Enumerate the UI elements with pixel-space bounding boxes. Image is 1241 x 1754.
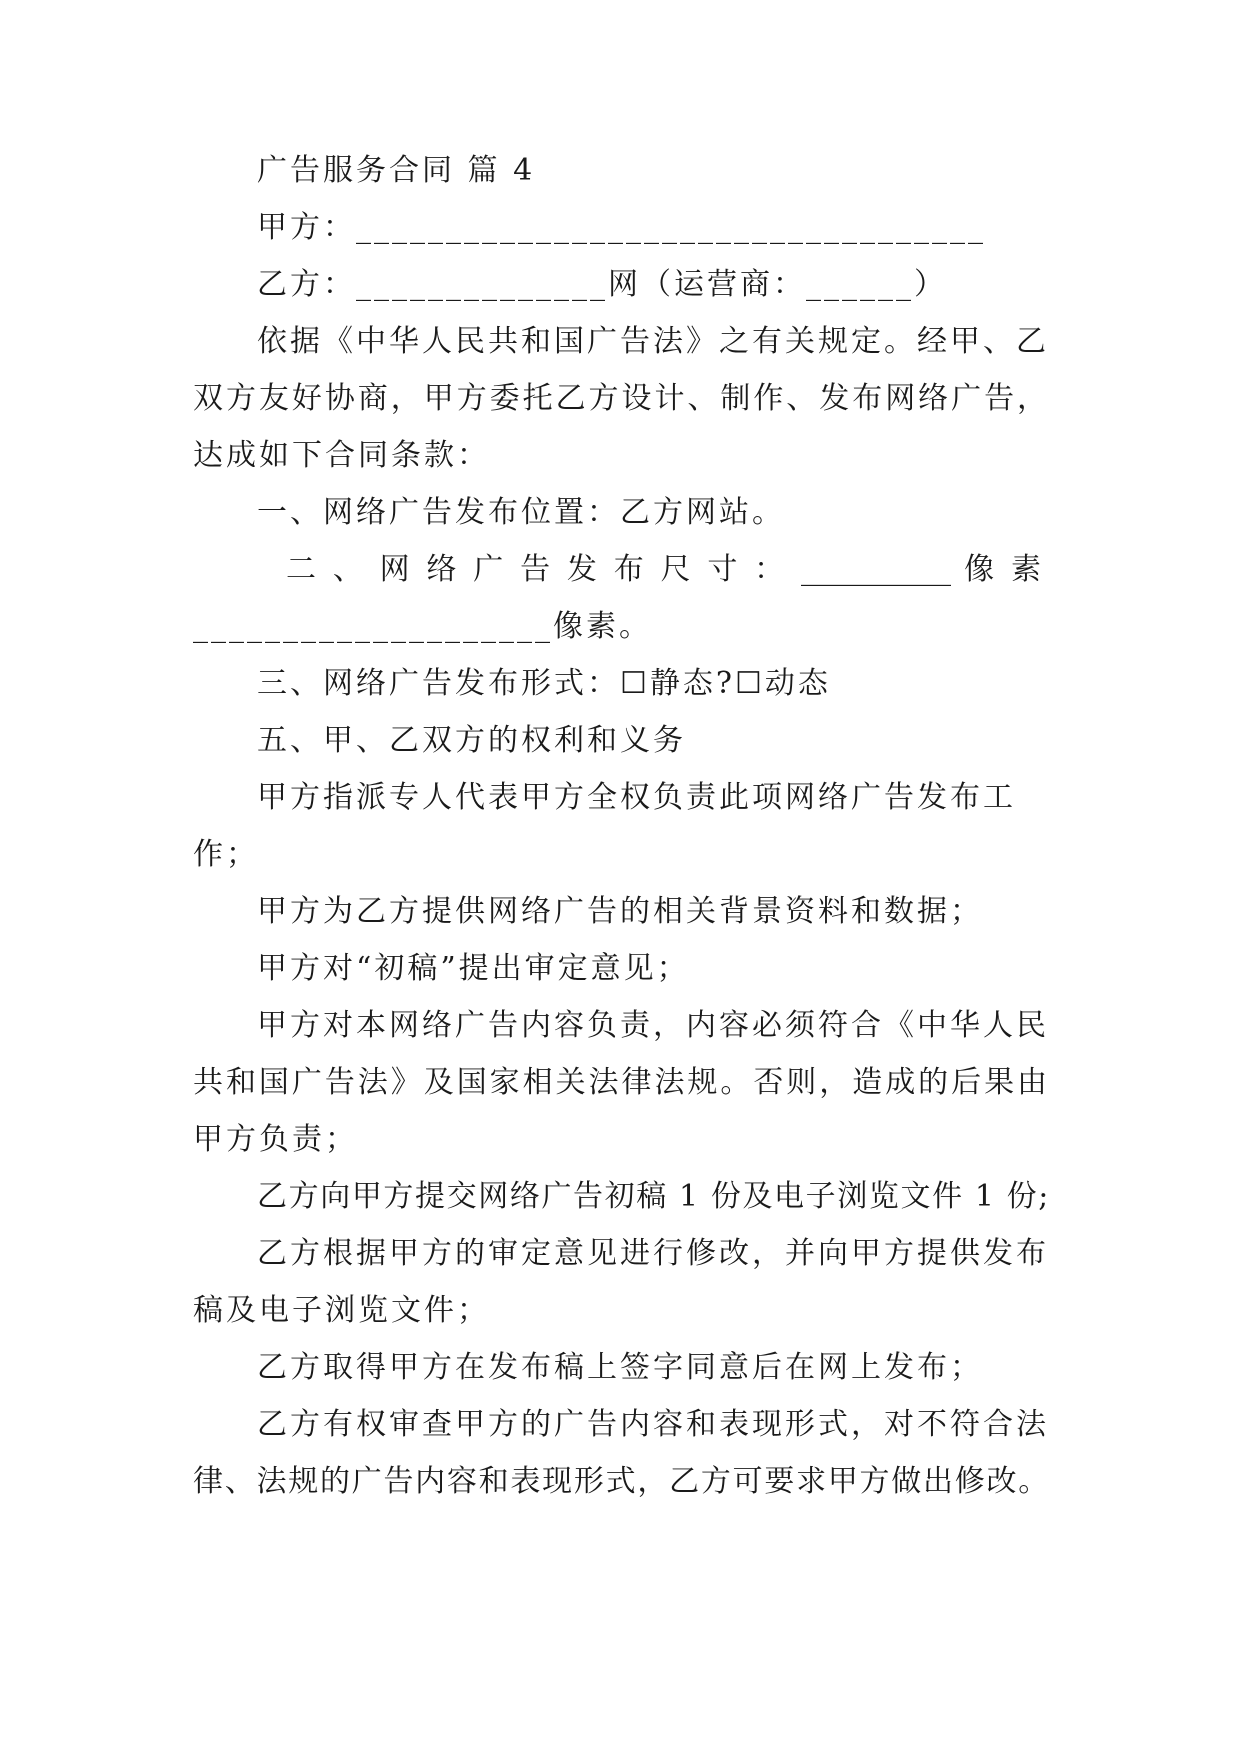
clause-3: 三、网络广告发布形式：☐静态?☐动态	[257, 666, 831, 701]
document-title: 广告服务合同 篇 4	[257, 153, 536, 188]
paragraph-line: 乙方向甲方提交网络广告初稿 1 份及电子浏览文件 1 份;	[257, 1179, 1050, 1214]
paragraph-line: 甲方负责；	[193, 1122, 358, 1157]
paragraph-line: 依据《中华人民共和国广告法》之有关规定。经甲、乙	[257, 324, 1049, 359]
party-b-line: 乙方：______________网（运营商：______）	[257, 267, 947, 302]
paragraph-line: 甲方指派专人代表甲方全权负责此项网络广告发布工	[257, 780, 1016, 815]
paragraph-line: 达成如下合同条款：	[193, 438, 490, 473]
paragraph-line: 作；	[193, 837, 259, 872]
party-a-line: 甲方：___________________________________	[257, 210, 986, 245]
clause-2-cont: ____________________像素。	[193, 609, 652, 644]
paragraph-line: 律、法规的广告内容和表现形式，乙方可要求甲方做出修改。	[193, 1464, 1050, 1499]
paragraph-line: 甲方为乙方提供网络广告的相关背景资料和数据；	[257, 894, 983, 929]
clause-5-heading: 五、甲、乙双方的权利和义务	[257, 723, 686, 758]
paragraph-line: 乙方取得甲方在发布稿上签字同意后在网上发布；	[257, 1350, 983, 1385]
clause-1: 一、网络广告发布位置：乙方网站。	[257, 495, 785, 530]
paragraph-line: 乙方根据甲方的审定意见进行修改，并向甲方提供发布	[257, 1236, 1049, 1271]
paragraph-line: 乙方有权审查甲方的广告内容和表现形式，对不符合法	[257, 1407, 1049, 1442]
paragraph-line: 甲方对本网络广告内容负责，内容必须符合《中华人民	[257, 1008, 1049, 1043]
paragraph-line: 共和国广告法》及国家相关法律法规。否则，造成的后果由	[193, 1065, 1050, 1100]
paragraph-line: 稿及电子浏览文件；	[193, 1293, 490, 1328]
paragraph-line: 双方友好协商，甲方委托乙方设计、制作、发布网络广告，	[193, 381, 1050, 416]
clause-2: 二 、 网 络 广 告 发 布 尺 寸 ： __________ 像 素	[286, 552, 1041, 587]
paragraph-line: 甲方对“初稿”提出审定意见；	[257, 951, 690, 986]
